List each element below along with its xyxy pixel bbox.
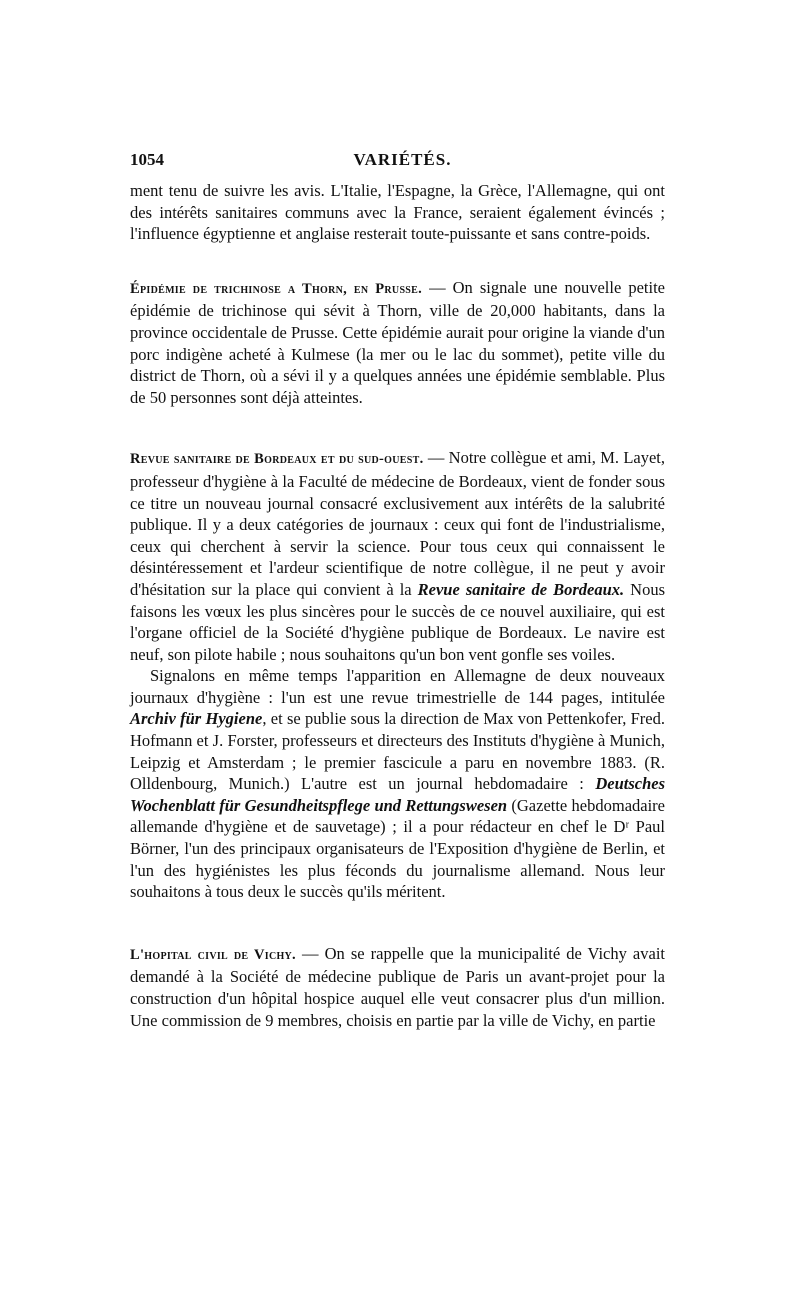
german-text-c: (Gazette hebdomadaire allemande d'hygiène et de sauvetage) ; il a pour rédacteur en chef le Dʳ Paul Börner, l'un des principaux organisateurs de l'Exposition d'hygiène de Berlin, et l'un des hygiénistes les plus féconds du journalisme allemand. Nous leur souhaitons à tous deux le succès qu'ils méritent. <box>130 795 665 902</box>
archiv-title: Archiv für Hygiene <box>130 709 263 729</box>
revue-heading: Revue sanitaire de Bordeaux et du sud-ouest. <box>130 451 424 468</box>
wochenblatt-title: Deutsches Wochenblatt für Gesundheitspflege und Rettungswesen <box>130 774 665 815</box>
german-text-b: , et se publie sous la direction de Max von Pettenkofer, Fred. Hofmann et J. Forster, professeurs et directeurs des Instituts d'hygiène à Munich, Leipzig et Amsterdam ; le premier fascicule a paru en novembre 1883. (R. Olldenbourg, Munich.) L'autre est un journal hebdomadaire : <box>130 709 665 794</box>
thorn-text: — On signale une nouvelle petite épidémie de trichinose qui sévit à Thorn, ville de 20,000 habitants, dans la province occidentale de Prusse. Cette épidémie aurait pour origine la viande d'un porc indigène acheté à Kulmese (la mer ou le lac du sommet), petite ville du district de Thorn, où a sévi il y a quelques années une épidémie semblable. Plus de 50 personnes sont déjà atteintes. <box>130 277 665 407</box>
revue-italic-title: Revue sanitaire de Bordeaux. <box>417 579 625 599</box>
german-journals-paragraph <box>130 665 665 903</box>
thorn-section <box>130 277 665 409</box>
vichy-section <box>130 943 665 1031</box>
thorn-heading: Épidémie de trichinose a Thorn, en Prusse. <box>130 280 423 297</box>
continuation-paragraph: ment tenu de suivre les avis. L'Italie, l'Espagne, la Grèce, l'Allemagne, qui ont des intérêts sanitaires communs avec la France, seraient également évincés ; l'influence égyptienne et anglaise resterait toute-puissante et sans contre-poids. <box>130 181 665 244</box>
vichy-heading: L'hopital civil de Vichy. <box>130 946 296 963</box>
page-header: 1054 VARIÉTÉS. <box>130 150 665 180</box>
german-text-a: Signalons en même temps l'apparition en Allemagne de deux nouveaux journaux d'hygiène : l'un est une revue trimestrielle de 144 pages, intitulée <box>130 666 665 707</box>
revue-section <box>130 447 665 665</box>
document-page <box>130 150 665 1031</box>
revue-text-2: Nous faisons les vœux les plus sincères pour le succès de ce nouvel auxiliaire, qui est l'organe officiel de la Société d'hygiène publique de Bordeaux. Le navire est neuf, son pilote habile ; nous souhaitons qu'un bon vent gonfle ses voiles. <box>130 579 666 664</box>
vichy-text: — On se rappelle que la municipalité de Vichy avait demandé à la Société de médecine publique de Paris un avant-projet pour la construction d'un hôpital hospice auquel elle veut consacrer plus d'un million. Une commission de 9 membres, choisis en partie par la ville de Vichy, en partie <box>130 943 666 1030</box>
revue-text-1: — Notre collègue et ami, M. Layet, professeur d'hygiène à la Faculté de médecine de Bordeaux, vient de fonder sous ce titre un nouveau journal consacré exclusivement aux intérêts de la salubrité publique. Il y a deux catégories de journaux : ceux qui font de l'industrialisme, ceux qui cherchent à servir la science. Pour tous ceux qui connaissent le désintéressement et l'ardeur scientifique de notre collègue, il ne peut y avoir d'hésitation sur la place qui convient à la <box>130 448 666 599</box>
running-head: VARIÉTÉS. <box>353 150 452 169</box>
